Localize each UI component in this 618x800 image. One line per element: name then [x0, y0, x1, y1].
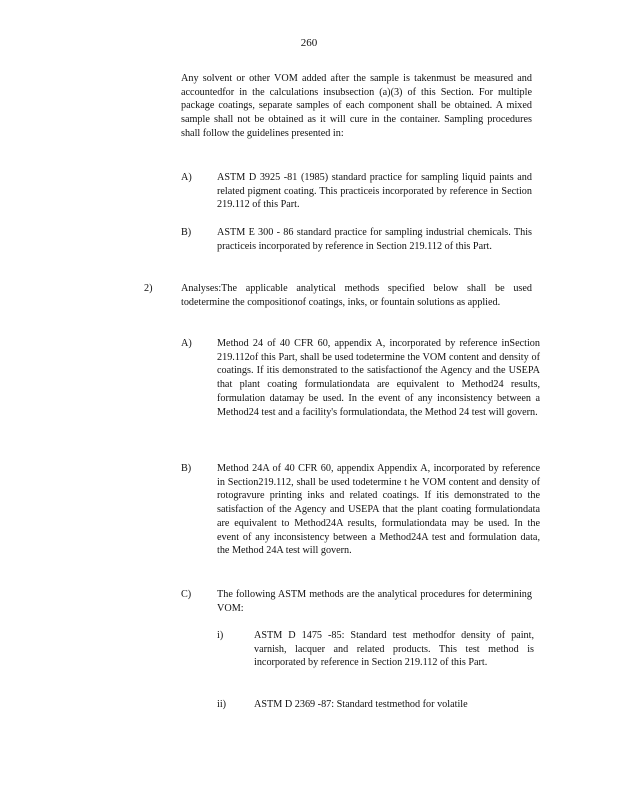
subitem-i-text: ASTM D 1475 -85: Standard test methodfor density of paint, varnish, lacquer and related products. This test method is incorporated by reference in Section 219.112 of this Part.	[254, 630, 534, 669]
subitem-i-label: i)	[217, 630, 224, 641]
analyses-a-label: A)	[181, 338, 192, 349]
analyses-b-text: Method 24A of 40 CFR 60, appendix Appendix A, incorporated by reference in Section219.112, shall be used todetermine t he VOM content and density of rotogravure printing inks and related coatings. If itis demonstrated to the satisfaction of the Agency and USEPA that the plant coating formulationdata are equivalent to Method24A results, formulationdata may be used. In the event of any inconsistency between a Method24A test and formulation data, the Method 24A test will govern.	[217, 463, 540, 557]
analyses-a-text: Method 24 of 40 CFR 60, appendix A, incorporated by reference inSection 219.112of this Part, shall be used todetermine the VOM content and density of coatings. If itis demonstrated to the satisfactionof the Agency and the USEPA that plant coating formulationdata are equivalent to Method24 results, formulation datamay be used. In the event of any inconsistency between a Method24 test and a facility's formulationdata, the Method 24 test will govern.	[217, 338, 540, 418]
analyses-text: Analyses:The applicable analytical methods specified below shall be used todetermine the compositionof coatings, inks, or fountain solutions as applied.	[181, 283, 532, 308]
sampling-a-label: A)	[181, 172, 192, 183]
sampling-b-label: B)	[181, 227, 192, 238]
subitem-ii-label: ii)	[217, 699, 227, 710]
sampling-b-text: ASTM E 300 - 86 standard practice for sampling industrial chemicals. This practiceis incorporated by reference in Section 219.112 of this Part.	[217, 227, 532, 252]
sampling-a-text: ASTM D 3925 -81 (1985) standard practice for sampling liquid paints and related pigment coating. This practiceis incorporated by reference in Section 219.112 of this Part.	[217, 172, 532, 211]
intro-paragraph: Any solvent or other VOM added after the sample is takenmust be measured and accountedfor in the calculations insubsection (a)(3) of this Section. For multiple package coatings, separate samples of each component shall be obtained. A mixed sample shall not be obtained as it will cure in the container. Sampling procedures shall follow the guidelines presented in:	[181, 73, 532, 139]
analyses-c-label: C)	[181, 589, 192, 600]
subitem-ii-text: ASTM D 2369 -87: Standard testmethod for volatile	[254, 699, 468, 710]
analyses-b-label: B)	[181, 463, 192, 474]
page-number: 260	[300, 37, 318, 49]
analyses-label: 2)	[144, 283, 153, 294]
analyses-c-text: The following ASTM methods are the analytical procedures for determining VOM:	[217, 589, 532, 614]
